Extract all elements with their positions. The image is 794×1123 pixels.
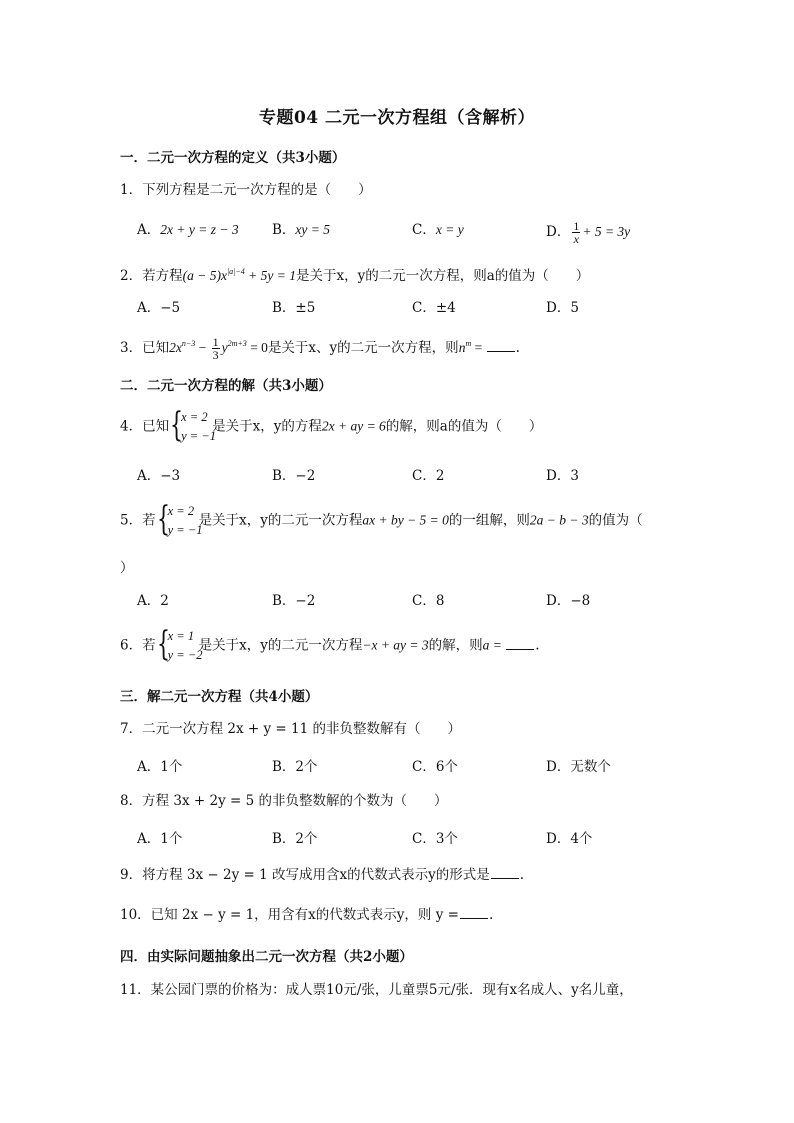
question-5-option-d[interactable]: D．−8 <box>546 593 591 609</box>
question-5-stem: 5．若 { x = 2 y = −1 是关于x，y的二元一次方程ax + by − 5 = 0的一组解，则2a − b − 3的值为（ <box>120 499 643 539</box>
question-4-option-b[interactable]: B．−2 <box>272 468 316 484</box>
question-1-stem: 1．下列方程是二元一次方程的是（ ） <box>120 182 372 198</box>
question-2-option-b[interactable]: B．±5 <box>272 300 316 316</box>
question-4-option-c[interactable]: C．2 <box>412 468 445 484</box>
equation-system: { x = 2 y = −1 <box>156 499 203 539</box>
question-7-option-a[interactable]: A．1个 <box>137 759 183 775</box>
section-heading-1: 一．二元一次方程的定义（共3小题） <box>120 150 346 166</box>
answer-blank[interactable] <box>460 906 488 919</box>
section-heading-3: 三．解二元一次方程（共4小题） <box>120 689 319 705</box>
question-1-option-c[interactable]: C．x = y <box>412 222 464 238</box>
question-5-wrap: ） <box>120 560 134 576</box>
fraction: $\frac{1}{x}$ <box>573 219 580 246</box>
question-1-option-d[interactable]: D． $\frac{1}{x}$ + 5 = 3y <box>546 219 631 246</box>
question-11-stem: 11．某公园门票的价格为：成人票10元/张，儿童票5元/张．现有x名成人、y名儿童， <box>120 982 633 998</box>
section-heading-4: 四．由实际问题抽象出二元一次方程（共2小题） <box>120 949 413 965</box>
answer-blank[interactable] <box>487 339 515 352</box>
page-title: 专题04 二元一次方程组（含解析） <box>258 108 536 128</box>
fraction: $\frac{1}{3}$ <box>212 335 219 362</box>
question-4-option-d[interactable]: D．3 <box>546 468 579 484</box>
question-8-option-c[interactable]: C．3个 <box>412 831 458 847</box>
answer-blank[interactable] <box>491 866 519 879</box>
question-2-option-d[interactable]: D．5 <box>546 300 579 316</box>
question-5-option-c[interactable]: C．8 <box>412 593 445 609</box>
question-2-stem: 2．若方程$(a - 5)x^{|a|-4} + 5y = 1$是关于x，y的二元一次方程，则a的值为（ ） <box>120 267 590 284</box>
section-heading-2: 二．二元一次方程的解（共3小题） <box>120 378 332 394</box>
question-9-stem: 9．将方程 3x − 2y = 1 改写成用含x的代数式表示y的形式是 . <box>120 867 525 883</box>
equation-system: { x = 2 y = −1 <box>170 405 217 445</box>
question-10-stem: 10．已知 2x − y = 1，用含有x的代数式表示y，则 y = . <box>120 907 494 923</box>
question-7-option-b[interactable]: B．2个 <box>272 759 318 775</box>
question-6-stem: 6．若 { x = 1 y = −2 是关于x，y的二元一次方程−x + ay = 3的解，则a = . <box>120 624 540 664</box>
question-7-stem: 7．二元一次方程 2x + y = 11 的非负整数解有（ ） <box>120 721 461 737</box>
question-1-option-b[interactable]: B．xy = 5 <box>272 222 331 238</box>
question-2-option-c[interactable]: C．±4 <box>412 300 456 316</box>
question-8-stem: 8．方程 3x + 2y = 5 的非负整数解的个数为（ ） <box>120 793 448 809</box>
question-8-option-b[interactable]: B．2个 <box>272 831 318 847</box>
question-2-option-a[interactable]: A．−5 <box>137 300 181 316</box>
question-8-option-d[interactable]: D．4个 <box>546 831 593 847</box>
question-4-stem: 4．已知 { x = 2 y = −1 是关于x，y的方程2x + ay = 6的解，则a的值为（ ） <box>120 405 543 445</box>
question-3-stem: 3．已知$2x^{n-3}$ − $\frac{1}{3}$ $y^{2m+3} = 0$是关于x、y的二元一次方程，则$n^m$ = . <box>120 335 520 362</box>
question-1-option-a[interactable]: A．2x + y = z − 3 <box>137 222 239 238</box>
question-8-option-a[interactable]: A．1个 <box>137 831 183 847</box>
equation-system: { x = 1 y = −2 <box>156 624 203 664</box>
question-7-option-d[interactable]: D．无数个 <box>546 759 611 775</box>
question-7-option-c[interactable]: C．6个 <box>412 759 458 775</box>
answer-blank[interactable] <box>506 637 534 650</box>
question-5-option-b[interactable]: B．−2 <box>272 593 316 609</box>
question-4-option-a[interactable]: A．−3 <box>137 468 181 484</box>
question-5-option-a[interactable]: A．2 <box>137 593 169 609</box>
